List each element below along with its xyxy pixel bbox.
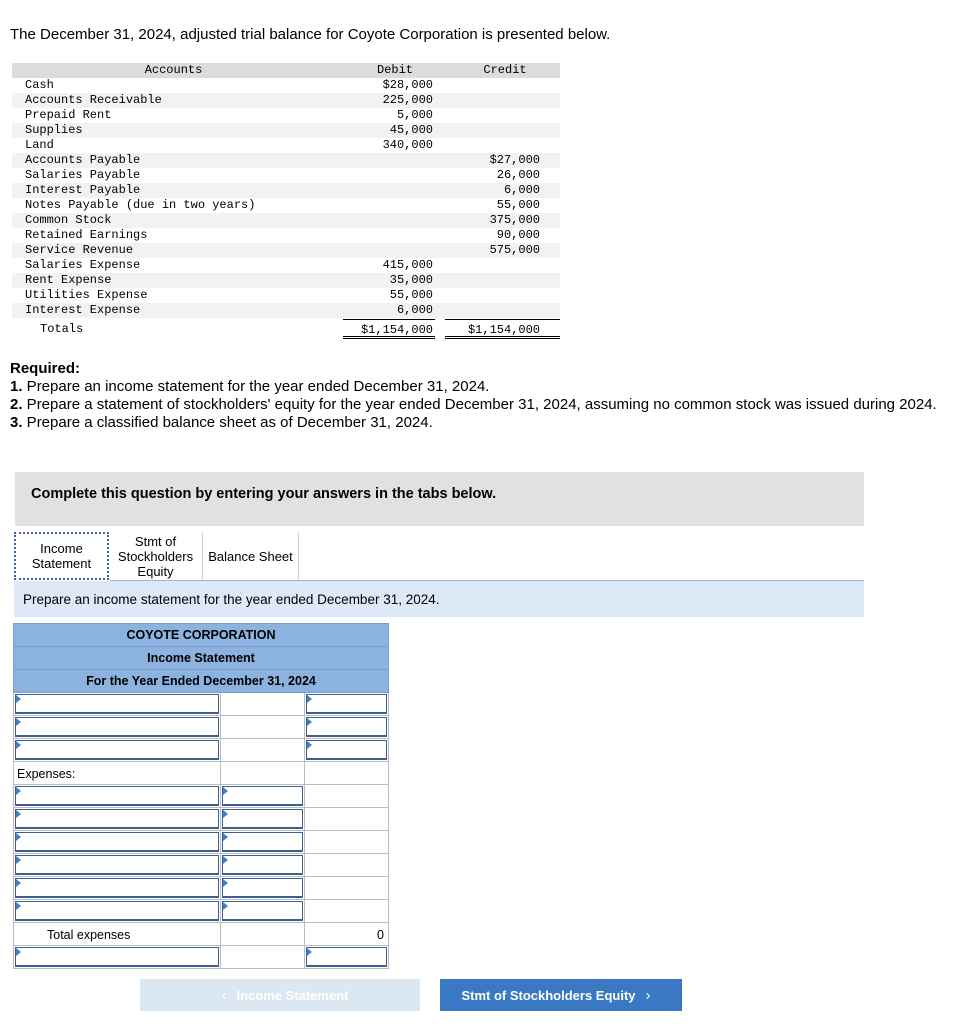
totals-credit: $1,154,000 [445, 319, 560, 339]
totals-debit: $1,154,000 [343, 319, 435, 339]
amount-input[interactable] [222, 855, 303, 875]
statement-cell [14, 808, 221, 831]
trial-balance-row [12, 183, 560, 198]
cell-account: Salaries Expense [25, 258, 141, 272]
req-3-text: Prepare a classified balance sheet as of December 31, 2024. [22, 414, 433, 431]
cell-account: Utilities Expense [25, 288, 148, 302]
amount-input[interactable] [222, 809, 303, 829]
statement-cell [221, 923, 305, 946]
income-statement-form [13, 623, 389, 969]
statement-cell [221, 693, 305, 716]
statement-row [14, 716, 389, 739]
expenses-label: Expenses: [17, 767, 76, 781]
cell-account: Prepaid Rent [25, 108, 112, 122]
statement-cell [14, 923, 221, 946]
statement-cell [305, 762, 389, 785]
cell-debit: $28,000 [382, 78, 433, 92]
trial-balance-row [12, 108, 560, 123]
cell-debit [335, 213, 435, 228]
account-dropdown-input[interactable] [15, 717, 219, 737]
statement-cell [305, 877, 389, 900]
trial-balance-row [12, 153, 560, 168]
tab-bar [14, 532, 299, 580]
amount-input[interactable] [222, 786, 303, 806]
statement-cell [305, 693, 389, 716]
statement-cell [14, 762, 221, 785]
account-dropdown-input[interactable] [15, 786, 219, 806]
cell-account: Interest Expense [25, 303, 141, 317]
statement-row [14, 854, 389, 877]
cell-account: Interest Payable [25, 183, 141, 197]
instructions-banner [15, 472, 864, 526]
cell-debit: 6,000 [396, 303, 433, 317]
cell-credit: $27,000 [489, 153, 540, 167]
trial-balance-row [12, 168, 560, 183]
amount-input[interactable] [222, 901, 303, 921]
trial-balance-row [12, 123, 560, 138]
req-3-num: 3. [10, 414, 23, 431]
statement-cell [305, 854, 389, 877]
cell-account: Rent Expense [25, 273, 112, 287]
cell-account: Supplies [25, 123, 83, 137]
statement-cell [305, 785, 389, 808]
trial-balance-header [12, 63, 560, 78]
prev-tab-button[interactable] [140, 979, 420, 1011]
statement-cell [14, 693, 221, 716]
trial-balance-row [12, 138, 560, 153]
statement-title: Income Statement [13, 647, 389, 670]
tab-instruction [14, 581, 864, 617]
statement-row [14, 762, 389, 785]
cell-account: Salaries Payable [25, 168, 141, 182]
cell-credit [435, 138, 560, 153]
cell-account: Cash [25, 78, 54, 92]
chevron-left-icon: ‹ [221, 986, 227, 1004]
cell-credit [435, 258, 560, 273]
cell-debit: 45,000 [389, 123, 433, 137]
cell-credit: 6,000 [503, 183, 540, 197]
account-dropdown-input[interactable] [15, 901, 219, 921]
trial-balance-table [12, 63, 560, 339]
next-tab-button[interactable] [440, 979, 682, 1011]
account-dropdown-input[interactable] [15, 809, 219, 829]
statement-cell [305, 808, 389, 831]
cell-debit [335, 243, 435, 258]
intro-text: The December 31, 2024, adjusted trial balance for Coyote Corporation is presented below. [10, 26, 611, 43]
cell-debit [335, 183, 435, 198]
required-section [10, 360, 950, 432]
total-expenses-label: Total expenses [47, 928, 131, 942]
cell-credit [435, 273, 560, 288]
statement-row [14, 831, 389, 854]
req-1-num: 1. [10, 378, 23, 395]
tab-income-statement[interactable] [14, 532, 109, 580]
amount-input[interactable] [306, 717, 387, 737]
account-dropdown-input[interactable] [15, 855, 219, 875]
statement-cell [221, 785, 305, 808]
statement-cell [305, 900, 389, 923]
statement-row [14, 946, 389, 969]
statement-cell [305, 739, 389, 762]
total-expenses-value: 0 [377, 928, 384, 942]
statement-grid [13, 693, 389, 969]
statement-cell [221, 739, 305, 762]
cell-account: Service Revenue [25, 243, 134, 257]
required-title: Required: [10, 360, 81, 377]
amount-input[interactable] [306, 740, 387, 760]
statement-cell [14, 854, 221, 877]
statement-cell [14, 739, 221, 762]
cell-debit [335, 168, 435, 183]
statement-cell [14, 900, 221, 923]
cell-credit [435, 93, 560, 108]
account-dropdown-input[interactable] [15, 832, 219, 852]
tab-instruction-text: Prepare an income statement for the year ended December 31, 2024. [23, 592, 440, 607]
statement-row [14, 900, 389, 923]
statement-row [14, 808, 389, 831]
statement-cell [305, 923, 389, 946]
cell-credit: 375,000 [489, 213, 540, 227]
cell-credit: 26,000 [496, 168, 540, 182]
header-accounts: Accounts [144, 63, 203, 77]
req-2-num: 2. [10, 396, 23, 413]
trial-balance-row [12, 93, 560, 108]
statement-cell [221, 946, 305, 969]
cell-account: Land [25, 138, 54, 152]
cell-debit: 340,000 [382, 138, 433, 152]
trial-balance-row [12, 78, 560, 93]
amount-input[interactable] [306, 694, 387, 714]
statement-row [14, 923, 389, 946]
cell-account: Notes Payable (due in two years) [25, 198, 256, 212]
chevron-right-icon: › [645, 986, 651, 1004]
statement-row [14, 785, 389, 808]
statement-row [14, 693, 389, 716]
tab-balance-sheet-label: Balance Sheet [208, 548, 293, 564]
statement-cell [14, 716, 221, 739]
statement-cell [305, 831, 389, 854]
cell-account: Retained Earnings [25, 228, 148, 242]
statement-cell [14, 877, 221, 900]
tab-income-statement-label: Income Statement [31, 541, 92, 571]
header-debit: Debit [376, 63, 413, 77]
header-credit: Credit [483, 63, 527, 77]
cell-credit [435, 288, 560, 303]
cell-debit: 225,000 [382, 93, 433, 107]
statement-cell [221, 831, 305, 854]
statement-cell [221, 716, 305, 739]
cell-credit [435, 78, 560, 93]
statement-cell [221, 762, 305, 785]
cell-credit [435, 123, 560, 138]
totals-row [12, 319, 560, 339]
cell-debit: 5,000 [396, 108, 433, 122]
trial-balance-row [12, 228, 560, 243]
statement-cell [221, 808, 305, 831]
statement-cell [14, 831, 221, 854]
cell-account: Accounts Receivable [25, 93, 162, 107]
req-1-text: Prepare an income statement for the year ended December 31, 2024. [22, 378, 490, 395]
account-dropdown-input[interactable] [15, 947, 219, 967]
cell-debit: 55,000 [389, 288, 433, 302]
tab-stmt-label: Stmt of Stockholders Equity [117, 533, 194, 579]
statement-cell [305, 716, 389, 739]
cell-debit: 35,000 [389, 273, 433, 287]
trial-balance-row [12, 243, 560, 258]
amount-input[interactable] [222, 878, 303, 898]
cell-account: Accounts Payable [25, 153, 141, 167]
amount-input[interactable] [306, 947, 387, 967]
statement-row [14, 877, 389, 900]
trial-balance-row [12, 213, 560, 228]
cell-debit [335, 228, 435, 243]
cell-account: Common Stock [25, 213, 112, 227]
tab-balance-sheet[interactable] [203, 532, 299, 580]
trial-balance-row [12, 273, 560, 288]
statement-cell [14, 946, 221, 969]
cell-debit [335, 198, 435, 213]
trial-balance-row [12, 258, 560, 273]
statement-row [14, 739, 389, 762]
statement-cell [221, 854, 305, 877]
statement-cell [221, 877, 305, 900]
account-dropdown-input[interactable] [15, 878, 219, 898]
company-name: COYOTE CORPORATION [13, 623, 389, 647]
trial-balance-row [12, 288, 560, 303]
totals-label: Totals [40, 322, 84, 336]
trial-balance-row [12, 198, 560, 213]
banner-text: Complete this question by entering your answers in the tabs below. [31, 486, 497, 502]
cell-credit: 90,000 [496, 228, 540, 242]
statement-cell [221, 900, 305, 923]
cell-credit: 575,000 [489, 243, 540, 257]
statement-period: For the Year Ended December 31, 2024 [13, 670, 389, 693]
prev-tab-label: Income Statement [236, 987, 349, 1003]
req-2-text: Prepare a statement of stockholders' equity for the year ended December 31, 2024, assuming no common stock was issued during 2024. [22, 396, 937, 413]
next-tab-label: Stmt of Stockholders Equity [461, 987, 636, 1003]
account-dropdown-input[interactable] [15, 740, 219, 760]
tab-stmt-stockholders-equity[interactable] [109, 532, 203, 580]
cell-debit: 415,000 [382, 258, 433, 272]
statement-cell [305, 946, 389, 969]
trial-balance-row [12, 303, 560, 318]
cell-credit [435, 303, 560, 318]
cell-credit [435, 108, 560, 123]
cell-debit [335, 153, 435, 168]
cell-credit: 55,000 [496, 198, 540, 212]
statement-cell [14, 785, 221, 808]
account-dropdown-input[interactable] [15, 694, 219, 714]
amount-input[interactable] [222, 832, 303, 852]
